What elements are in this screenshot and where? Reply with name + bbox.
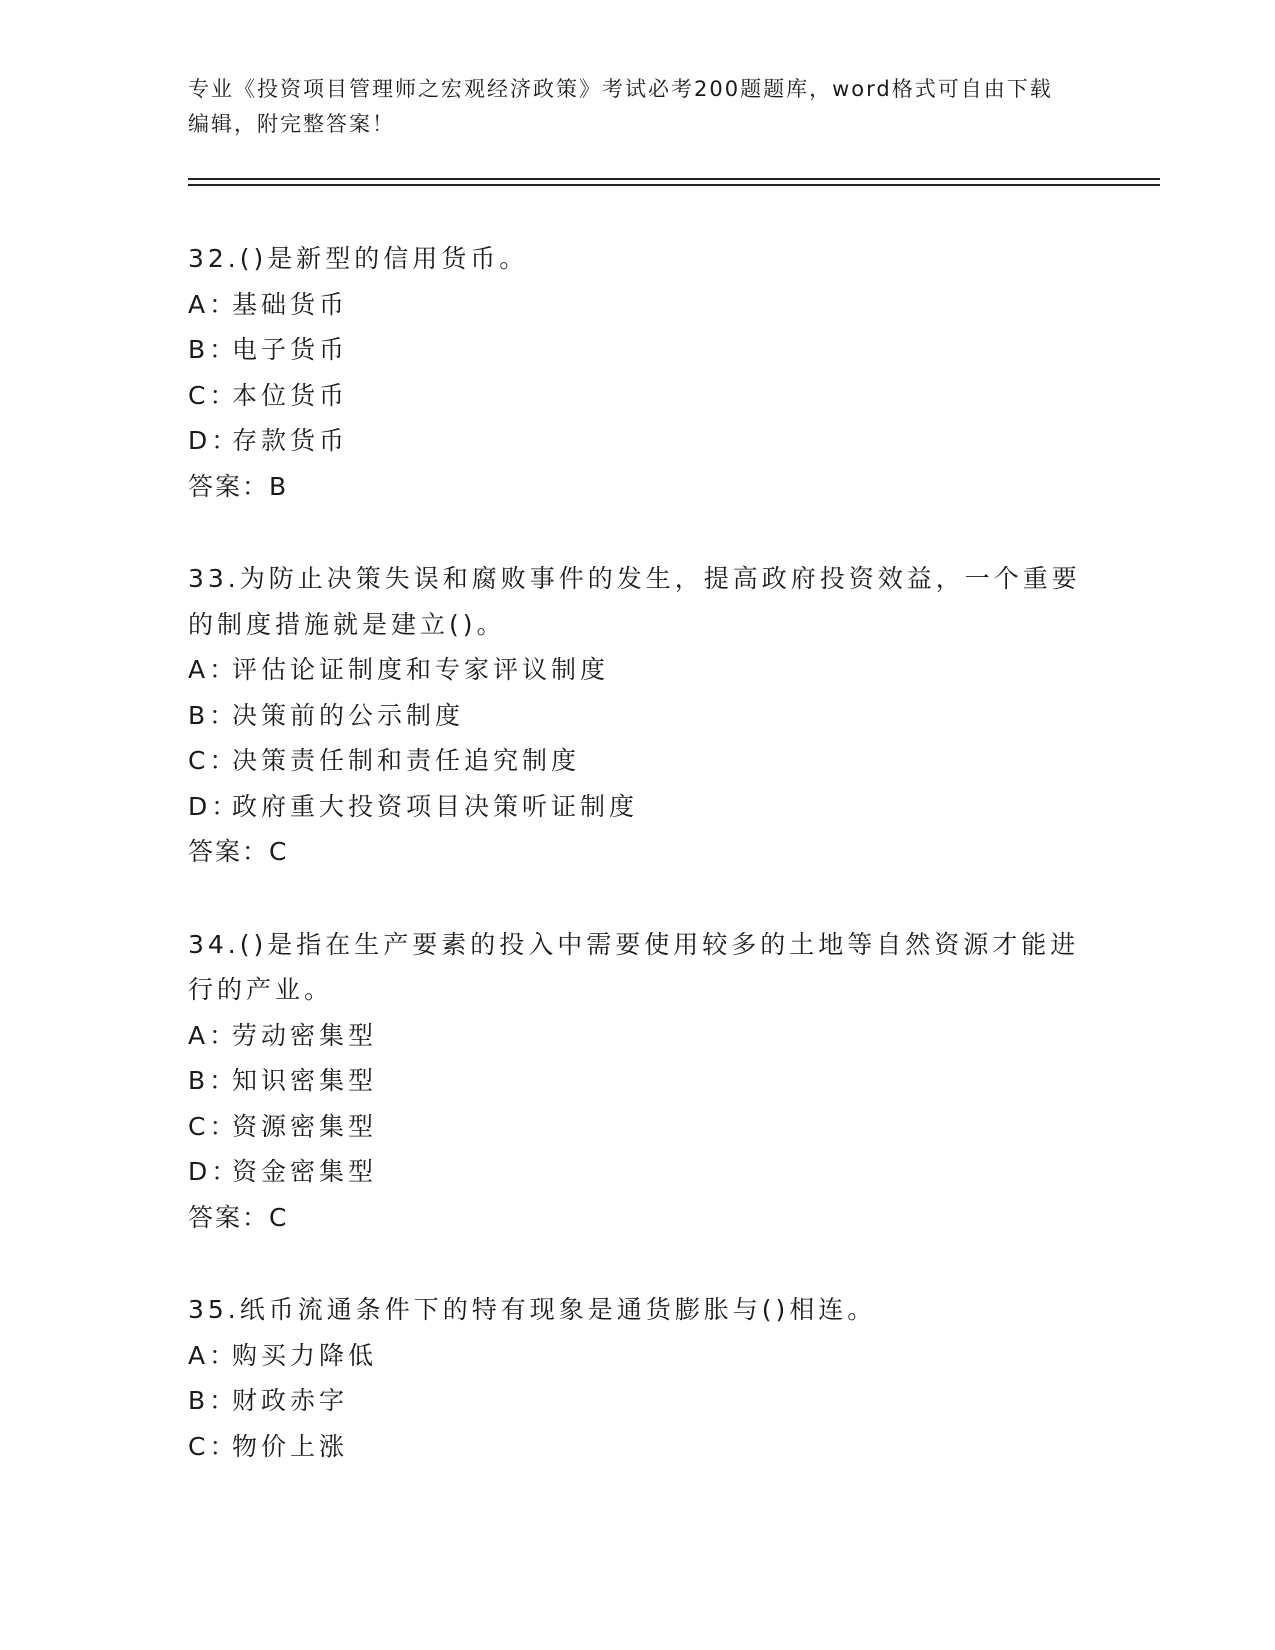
document-header: 专业《投资项目管理师之宏观经济政策》考试必考200题题库，word格式可自由下载编辑，附完整答案！	[188, 77, 1053, 136]
question-number: 33.	[188, 564, 240, 593]
question-number: 32.	[188, 244, 240, 273]
option-text: 评估论证制度和专家评议制度	[232, 655, 610, 684]
option-d	[188, 784, 1088, 830]
option-letter: B：	[188, 700, 239, 730]
question-number: 35.	[188, 1295, 240, 1324]
option-letter: C：	[188, 1111, 239, 1141]
option-letter: D：	[188, 791, 241, 821]
option-letter: B：	[188, 1386, 239, 1415]
answer-line: 答案：C	[188, 837, 289, 866]
option-b	[188, 693, 1088, 739]
question-stem: 为防止决策失误和腐败事件的发生，提高政府投资效益，一个重要的制度措施就是建立()。	[188, 564, 1081, 639]
header-divider-top	[188, 178, 1160, 180]
option-text: 决策前的公示制度	[232, 700, 465, 730]
question-list	[188, 236, 1088, 1516]
question-text	[188, 236, 1088, 282]
option-c	[188, 1424, 1088, 1470]
option-d	[188, 1149, 1088, 1195]
question-35	[188, 1287, 1088, 1469]
option-letter: D：	[188, 426, 241, 455]
question-text	[188, 556, 1088, 647]
option-text: 基础货币	[232, 289, 349, 319]
header-divider-bottom	[188, 184, 1160, 186]
question-stem: 纸币流通条件下的特有现象是通货膨胀与()相连。	[239, 1295, 877, 1324]
option-text: 物价上涨	[232, 1431, 349, 1461]
option-text: 电子货币	[232, 335, 349, 364]
option-text: 财政赤字	[232, 1386, 349, 1415]
option-letter: A：	[188, 655, 239, 684]
option-text: 存款货币	[232, 426, 349, 455]
question-stem: ()是指在生产要素的投入中需要使用较多的土地等自然资源才能进行的产业。	[188, 929, 1080, 1004]
question-text	[188, 1287, 1088, 1333]
option-letter: C：	[188, 1431, 239, 1461]
option-letter: D：	[188, 1157, 241, 1186]
option-text: 本位货币	[232, 380, 349, 410]
question-34	[188, 922, 1088, 1241]
option-b	[188, 1058, 1088, 1104]
option-c	[188, 1104, 1088, 1150]
option-letter: B：	[188, 335, 239, 364]
answer-line: 答案：B	[188, 471, 289, 501]
option-d	[188, 418, 1088, 464]
question-33	[188, 556, 1088, 875]
option-text: 购买力降低	[232, 1340, 378, 1370]
option-c	[188, 373, 1088, 419]
option-text: 知识密集型	[232, 1066, 378, 1095]
option-letter: C：	[188, 746, 239, 775]
option-letter: A：	[188, 1020, 239, 1050]
question-stem: ()是新型的信用货币。	[239, 244, 529, 273]
option-text: 资源密集型	[232, 1111, 378, 1141]
option-letter: A：	[188, 1340, 239, 1370]
option-a	[188, 1333, 1088, 1379]
option-text: 资金密集型	[232, 1157, 378, 1186]
option-b	[188, 1378, 1088, 1424]
option-a	[188, 282, 1088, 328]
option-a	[188, 647, 1088, 693]
option-letter: C：	[188, 380, 239, 410]
option-c	[188, 738, 1088, 784]
option-text: 劳动密集型	[232, 1020, 378, 1050]
answer-line: 答案：C	[188, 1202, 289, 1232]
option-letter: A：	[188, 289, 239, 319]
option-b	[188, 327, 1088, 373]
question-number: 34.	[188, 929, 240, 959]
question-text	[188, 922, 1088, 1013]
option-a	[188, 1013, 1088, 1059]
option-text: 决策责任制和责任追究制度	[232, 746, 581, 775]
option-letter: B：	[188, 1066, 239, 1095]
option-text: 政府重大投资项目决策听证制度	[232, 791, 639, 821]
question-32	[188, 236, 1088, 509]
